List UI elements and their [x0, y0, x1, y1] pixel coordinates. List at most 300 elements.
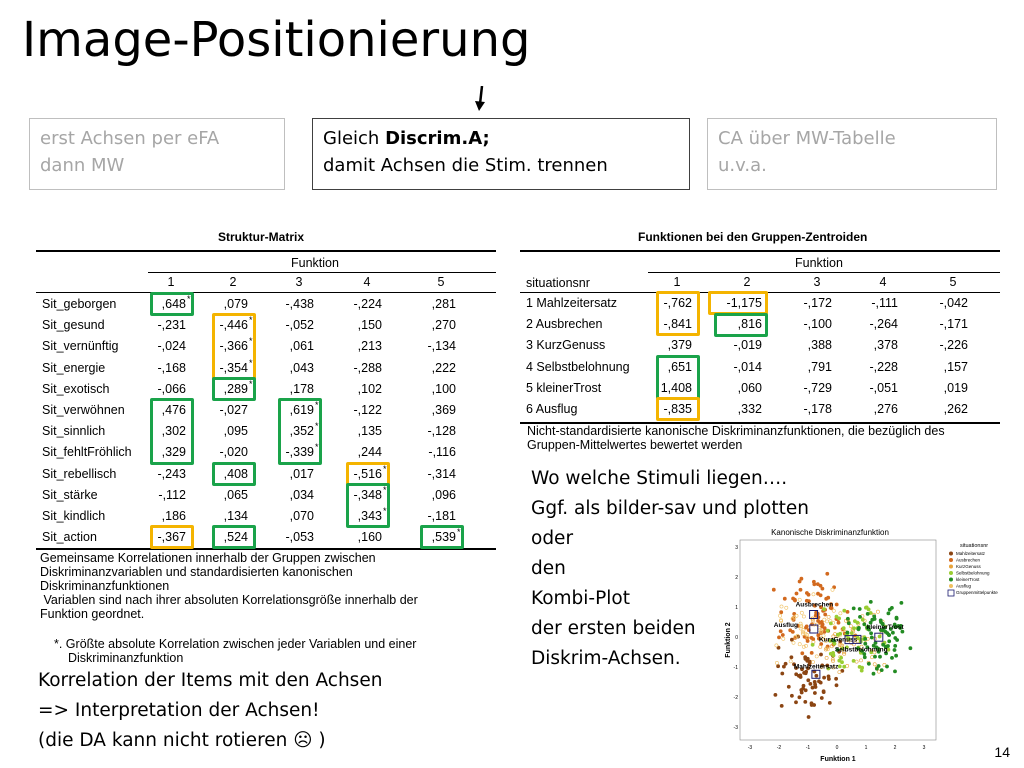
struktur-matrix-table [36, 250, 496, 550]
struktur-cell: ,079 [223, 297, 248, 311]
scatter-point [887, 612, 890, 615]
scatter-point [828, 701, 831, 704]
struktur-footnote-line: Diskriminanzvariablen und standardisierten kanonischen [40, 565, 353, 579]
struktur-title: Struktur-Matrix [218, 230, 305, 244]
table-rule [520, 250, 1000, 252]
struktur-cell: ,343 [357, 509, 382, 523]
scatter-point [873, 655, 876, 658]
legend-title: situationsnr [960, 543, 989, 549]
legend-swatch [949, 584, 953, 588]
scatter-point [825, 656, 828, 659]
struktur-cell: -,112 [158, 487, 186, 502]
scatter-point [878, 655, 881, 658]
zentroide-row-label: 1 Mahlzeitersatz [526, 296, 618, 310]
scatter-point [857, 628, 860, 631]
struktur-star-line2: Diskriminanzfunktion [68, 651, 184, 665]
slide-title: Image-Positionierung [22, 12, 531, 68]
centroid-label: KurzGenuss [819, 636, 858, 644]
scatter-point [812, 593, 815, 596]
legend-item: kleinerTrost [956, 577, 980, 582]
legend-swatch [949, 565, 953, 569]
scatter-point [822, 690, 825, 693]
scatter-point [787, 685, 790, 688]
scatter-point [861, 618, 864, 621]
scatter-point [838, 665, 841, 668]
struktur-footnote [40, 551, 480, 621]
scatter-point [815, 655, 818, 658]
scatter-point [864, 637, 867, 640]
option-efa-line2: dann MW [40, 155, 125, 176]
y-tick-label: 3 [735, 545, 738, 551]
scatter-point [826, 629, 829, 632]
struktur-footnote-line: Diskriminanzfunktionen [40, 579, 170, 593]
struktur-cell: ,134 [223, 509, 248, 523]
highlight-box [212, 525, 256, 549]
discriminant-scatter-plot [718, 525, 1018, 765]
scatter-point [846, 631, 849, 634]
stimuli-text-line: Wo welche Stimuli liegen…. [531, 468, 788, 489]
centroid-label: Selbstbelohnung [834, 646, 888, 654]
highlight-box [420, 525, 464, 549]
scatter-point [846, 610, 849, 613]
struktur-row-label: Sit_sinnlich [42, 424, 106, 439]
scatter-point [781, 633, 784, 636]
scatter-point [839, 632, 842, 635]
table-rule [36, 250, 496, 252]
scatter-point [869, 600, 872, 603]
star-marker: * [315, 400, 319, 410]
x-tick-label: 3 [922, 745, 926, 751]
struktur-cell: -,116 [428, 445, 456, 460]
struktur-row [36, 421, 496, 442]
zentroide-cell: -,051 [869, 380, 898, 395]
scatter-point [877, 664, 880, 667]
struktur-cell: ,095 [223, 424, 248, 439]
scatter-point [794, 701, 797, 704]
option-efa-line1: erst Achsen per eFA [40, 128, 220, 149]
option-discrim-line2: damit Achsen die Stim. trennen [323, 155, 608, 176]
scatter-point [837, 621, 840, 624]
zentroide-note [527, 424, 945, 452]
highlight-box [212, 313, 256, 380]
scatter-point [876, 610, 879, 613]
scatter-point [775, 644, 778, 647]
zentroide-cell: ,262 [943, 402, 968, 416]
struktur-footnote-line: Funktion geordnet. [40, 607, 145, 621]
option-ca-line1: CA über MW-Tabelle [718, 128, 896, 149]
zentroide-cell: -,171 [939, 317, 968, 332]
zentroide-cell: ,379 [667, 338, 692, 353]
scatter-point [821, 587, 824, 590]
zentroide-col-header: 4 [879, 275, 887, 289]
scatter-point [893, 670, 896, 673]
scatter-point [873, 663, 876, 666]
struktur-cell: ,160 [357, 530, 382, 545]
zentroide-cell: -,111 [871, 296, 898, 310]
scatter-point [804, 656, 807, 659]
struktur-row-label: Sit_exotisch [42, 381, 110, 396]
legend-swatch [949, 571, 953, 575]
struktur-cell: -,128 [427, 424, 456, 439]
scatter-point [835, 603, 838, 606]
centroid-label: kleinerTrost [866, 624, 904, 632]
scatter-point [785, 606, 788, 609]
struktur-cell: -,354 [219, 360, 248, 375]
x-tick-label: 2 [893, 745, 897, 751]
zentroide-row [520, 399, 1000, 420]
struktur-cell: -,122 [353, 403, 382, 417]
page-number: 14 [994, 744, 1010, 760]
scatter-point [859, 659, 862, 662]
scatter-point [864, 606, 867, 609]
zentroide-cell: ,276 [873, 402, 898, 416]
struktur-cell: -,024 [157, 339, 186, 354]
struktur-row [36, 336, 496, 357]
scatter-point [811, 643, 814, 646]
zentroide-row [520, 357, 1000, 378]
y-tick-label: 0 [735, 635, 738, 641]
scatter-point [804, 626, 807, 629]
struktur-row-label: Sit_gesund [42, 318, 105, 333]
struktur-row [36, 464, 496, 485]
zentroide-row-header: situationsnr [526, 276, 590, 290]
scatter-point [896, 638, 899, 641]
struktur-row-label: Sit_energie [42, 360, 106, 375]
scatter-point [893, 648, 896, 651]
struktur-star-line1: *. Größte absolute Korrelation zwischen jeder Variablen und einer [54, 637, 417, 651]
axes-interpretation-text [38, 666, 382, 756]
zentroide-title: Funktionen bei den Gruppen-Zentroiden [638, 230, 868, 244]
highlight-box [346, 483, 390, 528]
centroid-label: Ausflug [773, 622, 799, 629]
scatter-point [800, 688, 803, 691]
zentroide-col-header: 1 [673, 275, 681, 289]
zentroide-cell: -,835 [663, 402, 692, 416]
star-marker: * [249, 315, 253, 326]
struktur-row-label: Sit_action [42, 530, 97, 545]
scatter-point [863, 623, 866, 626]
struktur-group-header: Funktion [291, 256, 339, 270]
scatter-point [823, 618, 826, 621]
scatter-point [842, 627, 845, 630]
struktur-cell: -,181 [427, 509, 456, 523]
axes-text-line: Korrelation der Items mit den Achsen [38, 670, 383, 691]
struktur-row-label: Sit_stärke [42, 487, 98, 502]
highlight-box [656, 355, 700, 400]
zentroide-cell: -,264 [869, 317, 898, 332]
highlight-box [212, 462, 256, 486]
scatter-point [829, 622, 832, 625]
zentroide-cell: ,060 [737, 380, 762, 395]
option-ca-line2: u.v.a. [718, 155, 767, 176]
scatter-point [811, 686, 814, 689]
option-discrim-line1 [323, 125, 679, 152]
zentroide-row [520, 378, 1000, 399]
scatter-point [826, 572, 829, 575]
highlight-box [212, 377, 256, 401]
legend-swatch [949, 552, 953, 556]
scatter-point [800, 577, 803, 580]
star-marker: * [249, 357, 253, 368]
option-ca-box [707, 118, 997, 190]
scatter-point [890, 656, 893, 659]
y-tick-label: -1 [733, 665, 738, 671]
highlight-box [714, 313, 768, 337]
y-tick-label: -2 [733, 695, 738, 701]
zentroide-col-header: 3 [813, 275, 821, 289]
struktur-cell: -,231 [157, 318, 186, 333]
legend-item: KurzGenuss [956, 564, 981, 569]
zentroide-group-header: Funktion [795, 256, 843, 270]
highlight-box [150, 292, 194, 316]
struktur-cell: -,027 [219, 403, 248, 417]
plot-xlabel: Funktion 1 [820, 756, 856, 763]
scatter-point [815, 674, 818, 677]
struktur-col-header: 3 [295, 275, 303, 289]
scatter-point [795, 673, 798, 676]
zentroide-cell: 1,408 [660, 380, 692, 395]
struktur-cell: ,352 [289, 424, 314, 439]
struktur-row-label: Sit_rebellisch [42, 466, 117, 481]
struktur-row [36, 506, 496, 527]
scatter-point [895, 654, 898, 657]
y-tick-label: 1 [735, 605, 738, 611]
struktur-cell: -,348 [353, 487, 382, 502]
stimuli-text-line: oder [531, 528, 574, 549]
struktur-row [36, 358, 496, 379]
struktur-cell: -,053 [285, 530, 314, 545]
scatter-point [835, 684, 838, 687]
scatter-point [777, 636, 780, 639]
y-tick-label: -3 [733, 725, 738, 731]
scatter-point [798, 696, 801, 699]
zentroide-cell: ,332 [737, 402, 762, 416]
struktur-cell: ,017 [289, 466, 314, 481]
zentroide-cell: -1,175 [726, 296, 762, 310]
zentroide-cell: -,019 [733, 338, 762, 353]
scatter-point [866, 612, 869, 615]
scatter-point [846, 617, 849, 620]
scatter-point [807, 715, 810, 718]
highlight-box [656, 291, 700, 336]
table-rule [648, 272, 1000, 273]
stimuli-text-line: Diskrim-Achsen. [531, 648, 681, 669]
scatter-point [804, 672, 807, 675]
star-marker: * [249, 336, 253, 347]
struktur-cell: ,524 [223, 530, 248, 545]
scatter-point [838, 671, 841, 674]
struktur-row [36, 400, 496, 421]
struktur-row-label: Sit_vernünftig [42, 339, 119, 354]
struktur-cell: ,302 [161, 424, 186, 439]
struktur-cell: ,270 [431, 318, 456, 333]
zentroide-note-line2: Gruppen-Mittelwertes bewertet werden [527, 438, 743, 452]
struktur-cell: ,619 [289, 403, 314, 417]
scatter-point [810, 651, 813, 654]
struktur-row-label: Sit_verwöhnen [42, 403, 125, 417]
struktur-row [36, 442, 496, 463]
zentroide-table [520, 250, 1000, 425]
x-tick-label: 1 [864, 745, 868, 751]
struktur-cell: -,134 [427, 339, 456, 354]
scatter-point [798, 643, 801, 646]
scatter-point [823, 676, 826, 679]
legend-item: Ausbrechen [956, 557, 981, 563]
zentroide-cell: -,762 [663, 296, 692, 310]
struktur-cell: ,135 [357, 424, 382, 439]
scatter-point [779, 630, 782, 633]
scatter-point [852, 659, 855, 662]
scatter-point [816, 583, 819, 586]
scatter-point [819, 645, 822, 648]
scatter-point [873, 615, 876, 618]
scatter-point [781, 672, 784, 675]
scatter-point [801, 652, 804, 655]
struktur-row-label: Sit_kindlich [42, 509, 106, 523]
scatter-point [863, 656, 866, 659]
star-marker: * [383, 463, 387, 474]
highlight-box [150, 398, 194, 465]
scatter-point [813, 691, 816, 694]
scatter-point [850, 632, 853, 635]
struktur-cell: -,052 [285, 318, 314, 333]
option-discrim-bold: Discrim.A; [385, 128, 490, 149]
struktur-row [36, 485, 496, 506]
y-tick-label: 2 [735, 575, 738, 581]
scatter-point [792, 641, 795, 644]
zentroide-cell: -,042 [939, 296, 968, 310]
zentroide-cell: ,651 [667, 359, 692, 374]
highlight-box [656, 397, 700, 421]
zentroide-cell: -,841 [663, 317, 692, 332]
scatter-point [867, 662, 870, 665]
scatter-point [810, 702, 813, 705]
down-arrow-icon [474, 86, 488, 112]
scatter-point [852, 627, 855, 630]
struktur-cell: -,066 [157, 381, 186, 396]
struktur-star-note [54, 637, 416, 665]
scatter-point [843, 609, 846, 612]
scatter-point [807, 593, 810, 596]
struktur-col-header: 5 [437, 275, 445, 289]
struktur-row [36, 294, 496, 315]
struktur-cell: -,367 [157, 530, 186, 545]
struktur-cell: ,648 [161, 297, 186, 311]
struktur-cell: -,446 [219, 318, 248, 333]
zentroide-cell: -,014 [733, 359, 762, 374]
struktur-col-header: 2 [229, 275, 237, 289]
legend-item: Selbstbelohnung [956, 570, 990, 576]
x-tick-label: -3 [747, 745, 753, 751]
zentroide-col-header: 2 [743, 275, 751, 289]
struktur-cell: -,168 [157, 360, 186, 375]
legend-item: Ausflug [956, 583, 972, 589]
scatter-point [790, 656, 793, 659]
scatter-point [827, 675, 830, 678]
scatter-point [843, 665, 846, 668]
zentroide-cell: -,226 [939, 338, 968, 353]
scatter-point [789, 629, 792, 632]
scatter-point [780, 704, 783, 707]
struktur-cell: -,243 [157, 466, 186, 481]
struktur-col-header: 1 [167, 275, 175, 289]
scatter-point [780, 611, 783, 614]
scatter-point [888, 634, 891, 637]
struktur-cell: ,043 [289, 360, 314, 375]
struktur-cell: ,289 [223, 381, 248, 396]
zentroide-col-header: 5 [949, 275, 957, 289]
scatter-point [790, 694, 793, 697]
zentroide-cell: -,729 [803, 380, 832, 395]
scatter-point [835, 677, 838, 680]
zentroide-cell: ,791 [807, 359, 832, 374]
scatter-point [825, 597, 828, 600]
struktur-cell: ,102 [357, 381, 382, 396]
scatter-point [772, 588, 775, 591]
scatter-point [824, 613, 827, 616]
plot-title: Kanonische Diskriminanzfunktion [771, 528, 889, 537]
scatter-point [855, 660, 858, 663]
option-efa-box [29, 118, 285, 190]
legend-swatch [949, 558, 953, 562]
scatter-point [819, 681, 822, 684]
stimuli-text-line: der ersten beiden [531, 618, 696, 639]
scatter-point [820, 696, 823, 699]
stimuli-text-line: den [531, 558, 566, 579]
star-marker: * [315, 442, 319, 453]
scatter-point [795, 614, 798, 617]
star-marker: * [315, 421, 319, 432]
scatter-point [800, 611, 803, 614]
option-discrim-box [312, 118, 690, 190]
scatter-point [885, 665, 888, 668]
struktur-cell: ,539 [431, 530, 456, 545]
struktur-cell: ,100 [431, 381, 456, 396]
scatter-point [870, 636, 873, 639]
star-marker: * [383, 506, 387, 516]
scatter-point [872, 672, 875, 675]
scatter-point [847, 622, 850, 625]
axes-text-line: => Interpretation der Achsen! [38, 700, 320, 721]
scatter-point [819, 653, 822, 656]
zentroide-cell: -,178 [803, 402, 832, 416]
struktur-cell: ,476 [161, 403, 186, 417]
scatter-point [774, 693, 777, 696]
scatter-point [790, 638, 793, 641]
zentroide-cell: -,100 [803, 317, 832, 332]
struktur-footnote-line: Gemeinsame Korrelationen innerhalb der Gruppen zwischen [40, 551, 376, 565]
scatter-point [864, 642, 867, 645]
scatter-point [900, 601, 903, 604]
struktur-cell: ,034 [289, 487, 314, 502]
scatter-point [789, 660, 792, 663]
scatter-point [849, 625, 852, 628]
scatter-point [858, 607, 861, 610]
scatter-point [846, 664, 849, 667]
scatter-point [812, 580, 815, 583]
legend-swatch [949, 578, 953, 582]
scatter-point [823, 630, 826, 633]
option-discrim-pre: Gleich [323, 128, 386, 149]
scatter-point [809, 682, 812, 685]
scatter-point [827, 615, 830, 618]
scatter-point [853, 620, 856, 623]
scatter-point [777, 665, 780, 668]
x-tick-label: -1 [805, 745, 811, 751]
scatter-point [860, 669, 863, 672]
table-rule [36, 292, 496, 293]
scatter-point [852, 607, 855, 610]
